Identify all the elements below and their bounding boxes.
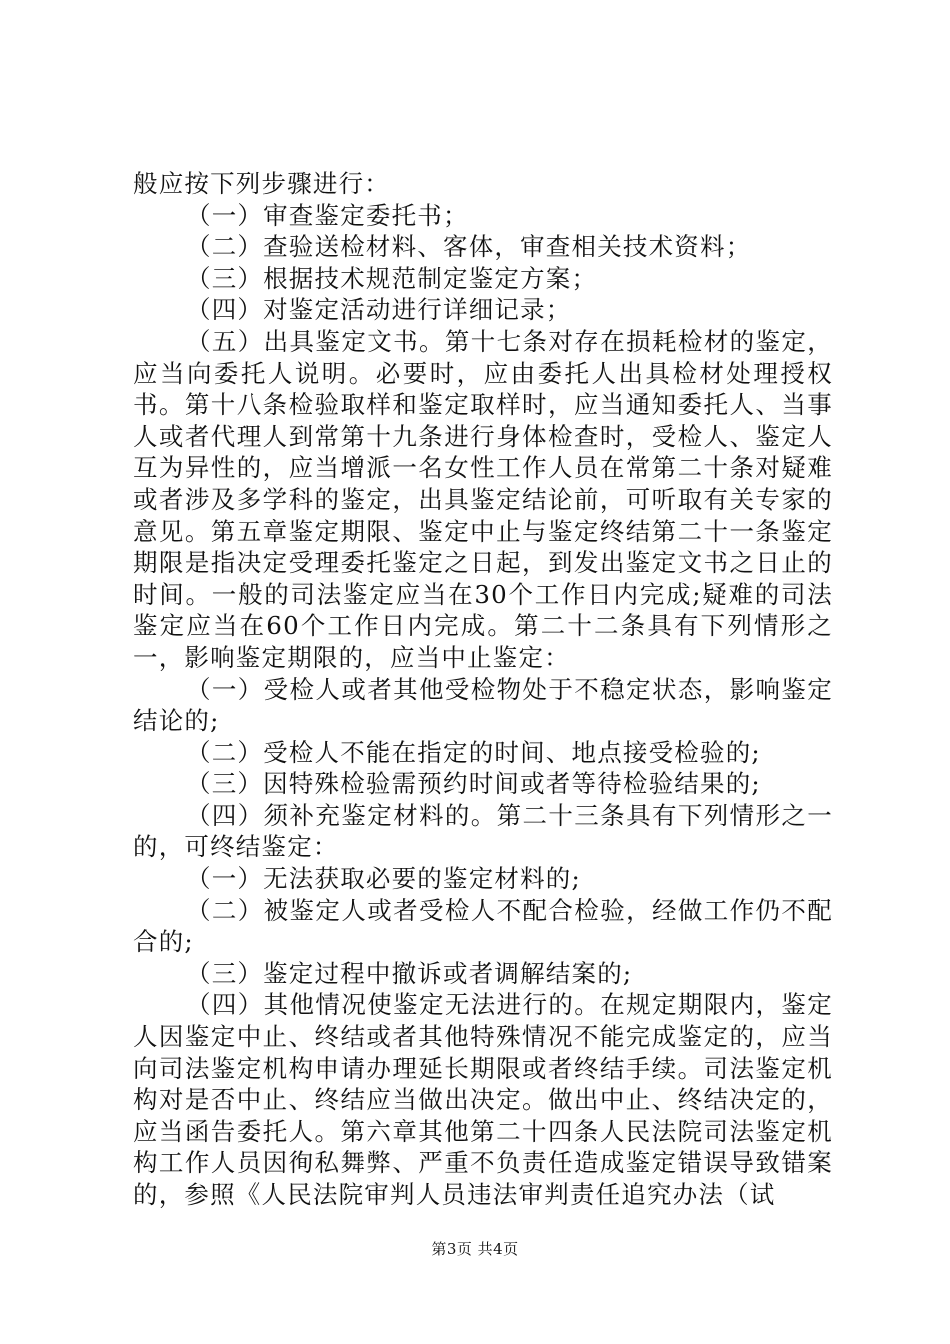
paragraph-suspend-4: （四）须补充鉴定材料的。第二十三条具有下列情形之一的，可终结鉴定：: [133, 800, 833, 862]
paragraph-step-4: （四）对鉴定活动进行详细记录；: [186, 295, 572, 325]
paragraph-step-5: （五）出具鉴定文书。第十七条对存在损耗检材的鉴定，应当向委托人说明。必要时，应由委托人出具检材处理授权书。第十八条检验取样和鉴定取样时，应当通知委托人、当事人或者代理人到常第十九条进行身体检查时，受检人、鉴定人互为异性的，应当增派一名女性工作人员在常第二十条对疑难或者涉及多学科的鉴定，出具鉴定结论前，可听取有关专家的意见。第五章鉴定期限、鉴定中止与鉴定终结第二十一条鉴定期限是指决定受理委托鉴定之日起，到发出鉴定文书之日止的时间。一般的司法鉴定应当在30个工作日内完成;疑难的司法鉴定应当在60个工作日内完成。第二十二条具有下列情形之一，影响鉴定期限的，应当中止鉴定：: [133, 326, 833, 672]
page-footer: [0, 1238, 950, 1259]
document-body: [133, 168, 833, 1211]
paragraph-step-3: （三）根据技术规范制定鉴定方案；: [186, 263, 598, 293]
paragraph-suspend-2: （二）受检人不能在指定的时间、地点接受检验的;: [186, 737, 761, 767]
paragraph-step-2: （二）查验送检材料、客体，审查相关技术资料；: [186, 232, 752, 262]
paragraph-terminate-3: （三）鉴定过程中撤诉或者调解结案的;: [186, 958, 633, 988]
paragraph-terminate-2: （二）被鉴定人或者受检人不配合检验，经做工作仍不配合的;: [133, 895, 833, 957]
paragraph-continuation: 般应按下列步骤进行：: [133, 169, 390, 198]
paragraph-terminate-4: （四）其他情况使鉴定无法进行的。在规定期限内，鉴定人因鉴定中止、终结或者其他特殊情况不能完成鉴定的，应当向司法鉴定机构申请办理延长期限或者终结手续。司法鉴定机构对是否中止、终结应当做出决定。做出中止、终结决定的，应当函告委托人。第六章其他第二十四条人民法院司法鉴定机构工作人员因徇私舞弊、严重不负责任造成鉴定错误导致错案的，参照《人民法院审判人员违法审判责任追究办法（试: [133, 990, 833, 1209]
paragraph-suspend-3: （三）因特殊检验需预约时间或者等待检验结果的;: [186, 769, 761, 799]
paragraph-suspend-1: （一）受检人或者其他受检物处于不稳定状态，影响鉴定结论的;: [133, 674, 833, 736]
page-number: 第3页 共4页: [431, 1240, 519, 1258]
paragraph-terminate-1: （一）无法获取必要的鉴定材料的;: [186, 864, 581, 894]
paragraph-step-1: （一）审查鉴定委托书；: [186, 200, 469, 230]
